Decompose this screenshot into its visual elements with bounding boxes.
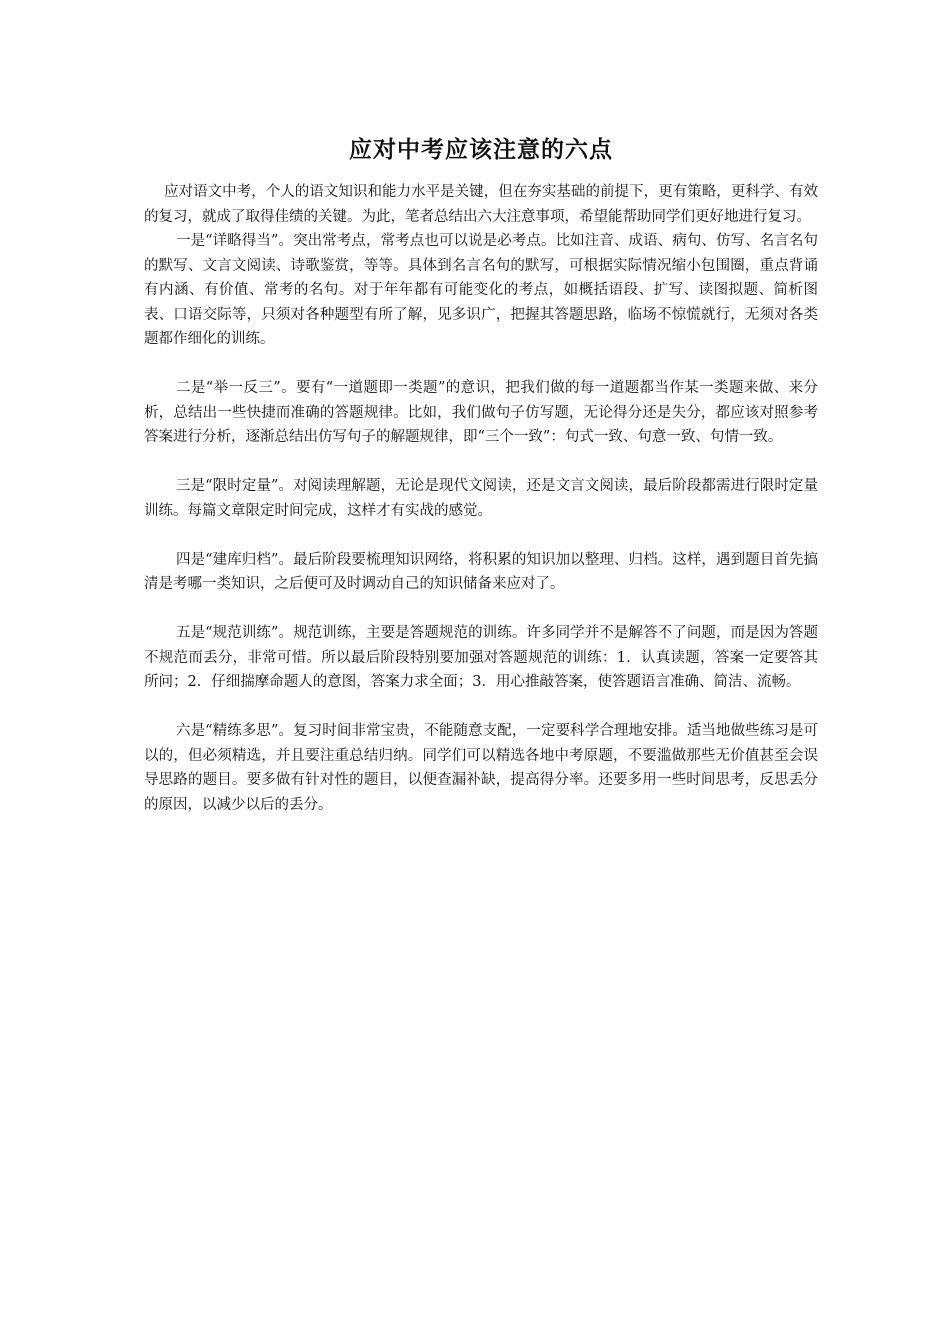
point-paragraph-4: 四是“建库归档”。最后阶段要梳理知识网络，将积累的知识加以整理、归档。这样，遇到题目首先搞清是考哪一类知识，之后便可及时调动自己的知识储备来应对了。	[144, 551, 818, 592]
point-paragraph-2: 二是“举一反三”。要有“一道题即一类题”的意识，把我们做的每一道题都当作某一类题来做、来分析，总结出一些快捷而准确的答题规律。比如，我们做句子仿写题，无论得分还是失分，都应该对照参考答案进行分析，逐渐总结出仿写句子的解题规律，即“三个一致”：句式一致、句意一致、句情一致。	[144, 380, 818, 445]
point-paragraph-5: 五是“规范训练”。规范训练，主要是答题规范的训练。许多同学并不是解答不了问题，而是因为答题不规范而丢分，非常可惜。所以最后阶段特别要加强对答题规范的训练：1．认真读题，答案一定要答其所问；2．仔细揣摩命题人的意图，答案力求全面；3．用心推敲答案，使答题语言准确、简洁、流畅。	[144, 625, 818, 690]
point-paragraph-6: 六是“精练多思”。复习时间非常宝贵，不能随意支配，一定要科学合理地安排。适当地做些练习是可以的，但必须精选，并且要注重总结归纳。同学们可以精选各地中考原题，不要滥做那些无价值甚至会误导思路的题目。要多做有针对性的题目，以便查漏补缺，提高得分率。还要多用一些时间思考，反思丢分的原因，以减少以后的丢分。	[144, 723, 818, 813]
point-paragraph-1: 一是“详略得当”。突出常考点，常考点也可以说是必考点。比如注音、成语、病句、仿写、名言名句的默写、文言文阅读、诗歌鉴赏，等等。具体到名言名句的默写，可根据实际情况缩小包围圈，重点背诵有内涵、有价值、常考的名句。对于年年都有可能变化的考点，如概括语段、扩写、读图拟题、简析图表、口语交际等，只须对各种题型有所了解，见多识广，把握其答题思路，临场不惊慌就行，无须对各类题都作细化的训练。	[144, 233, 818, 347]
intro-paragraph: 应对语文中考，个人的语文知识和能力水平是关键，但在夯实基础的前提下，更有策略，更科学、有效的复习，就成了取得佳绩的关键。为此，笔者总结出六大注意事项，希望能帮助同学们更好地进行复习。	[144, 184, 818, 225]
document-title: 应对中考应该注意的六点	[349, 136, 613, 163]
point-paragraph-3: 三是“限时定量”。对阅读理解题，无论是现代文阅读，还是文言文阅读，最后阶段都需进行限时定量训练。每篇文章限定时间完成，这样才有实战的感觉。	[144, 478, 818, 519]
document-page	[144, 130, 818, 842]
